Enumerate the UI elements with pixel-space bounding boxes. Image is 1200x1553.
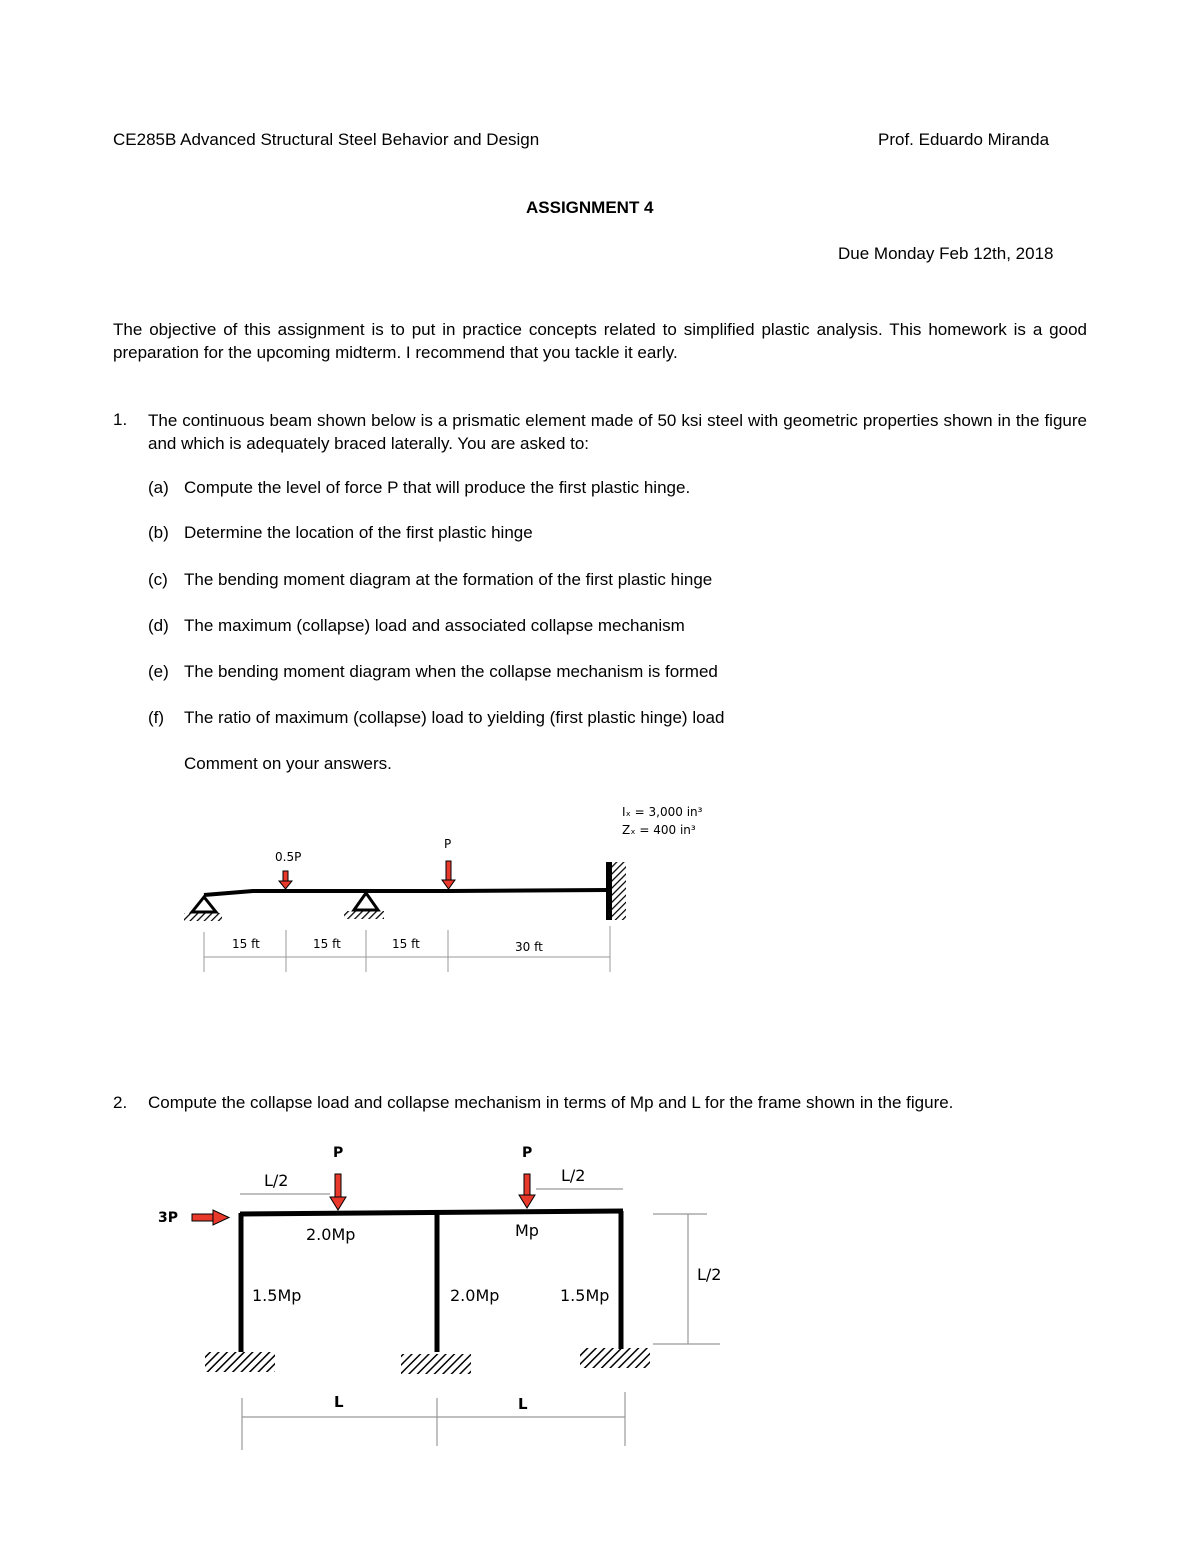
pin-support-middle <box>344 893 384 919</box>
half-span-label-right: L/2 <box>561 1166 586 1185</box>
q1-item-text: The bending moment diagram when the collapse mechanism is formed <box>184 662 718 681</box>
beam-right-capacity: Mp <box>515 1221 539 1240</box>
beam-left-capacity: 2.0Mp <box>306 1225 356 1244</box>
load-arrow-3p <box>192 1210 229 1225</box>
professor-name: Prof. Eduardo Miranda <box>878 130 1050 149</box>
q1-item-text: Compute the level of force P that will produce the first plastic hinge. <box>184 478 691 497</box>
load-label-p1: P <box>333 1145 344 1161</box>
fixed-support-right <box>606 862 626 920</box>
load-arrow-p <box>442 861 455 889</box>
q1-item-label: (a) <box>148 478 169 497</box>
span-label-4: 30 ft <box>515 940 543 954</box>
load-label-3p: 3P <box>158 1210 179 1226</box>
half-span-label-left: L/2 <box>264 1171 289 1190</box>
load-arrow-half-p <box>279 871 292 889</box>
height-label: L/2 <box>697 1265 722 1284</box>
q1-item-text: The maximum (collapse) load and associated collapse mechanism <box>184 616 685 635</box>
frame-figure <box>0 1130 760 1460</box>
fixed-base-left <box>205 1352 275 1372</box>
zx-label: Zₓ = 400 in³ <box>622 823 696 837</box>
span-label-right: L <box>518 1395 528 1413</box>
q1-comment: Comment on your answers. <box>184 754 392 773</box>
intro-paragraph: The objective of this assignment is to put in practice concepts related to simplified plastic analysis. This homework is a good preparation for the upcoming midterm. I recommend that you tackle it early. <box>113 320 1087 362</box>
column-right-capacity: 1.5Mp <box>560 1286 610 1305</box>
beam-line <box>204 890 608 895</box>
column-left-capacity: 1.5Mp <box>252 1286 302 1305</box>
q1-item-text: The ratio of maximum (collapse) load to yielding (first plastic hinge) load <box>184 708 725 727</box>
q1-text: The continuous beam shown below is a prismatic element made of 50 ksi steel with geometric properties shown in the figure and which is adequately braced laterally. You are asked to: <box>148 411 1087 453</box>
course-title: CE285B Advanced Structural Steel Behavior and Design <box>113 130 540 149</box>
fixed-base-right <box>580 1348 650 1368</box>
q1-item-text: Determine the location of the first plastic hinge <box>184 523 533 542</box>
load-label-half-p: 0.5P <box>275 850 302 864</box>
span-label-3: 15 ft <box>392 937 420 951</box>
column-middle-capacity: 2.0Mp <box>450 1286 500 1305</box>
q1-item-text: The bending moment diagram at the formation of the first plastic hinge <box>184 570 713 589</box>
span-label-left: L <box>334 1393 344 1411</box>
q1-item-label: (f) <box>148 708 165 727</box>
pin-support-left <box>184 897 222 921</box>
q2-text: Compute the collapse load and collapse mechanism in terms of Mp and L for the frame shown in the figure. <box>148 1093 954 1112</box>
q1-number: 1. <box>113 410 128 429</box>
beam-figure <box>0 790 760 990</box>
assignment-title: ASSIGNMENT 4 <box>526 198 654 217</box>
load-label-p2: P <box>522 1145 533 1161</box>
load-arrow-p1 <box>330 1174 346 1210</box>
due-date: Due Monday Feb 12th, 2018 <box>838 244 1054 263</box>
q1-item-label: (e) <box>148 662 169 681</box>
frame-beam <box>240 1211 623 1214</box>
q1-item-label: (c) <box>148 570 168 589</box>
ix-label: Iₓ = 3,000 in³ <box>622 805 703 819</box>
fixed-base-middle <box>401 1354 471 1374</box>
span-label-2: 15 ft <box>313 937 341 951</box>
span-label-1: 15 ft <box>232 937 260 951</box>
load-arrow-p2 <box>519 1174 535 1208</box>
load-label-p: P <box>444 837 452 851</box>
q1-item-label: (d) <box>148 616 169 635</box>
q1-item-label: (b) <box>148 523 169 542</box>
q2-number: 2. <box>113 1093 128 1112</box>
